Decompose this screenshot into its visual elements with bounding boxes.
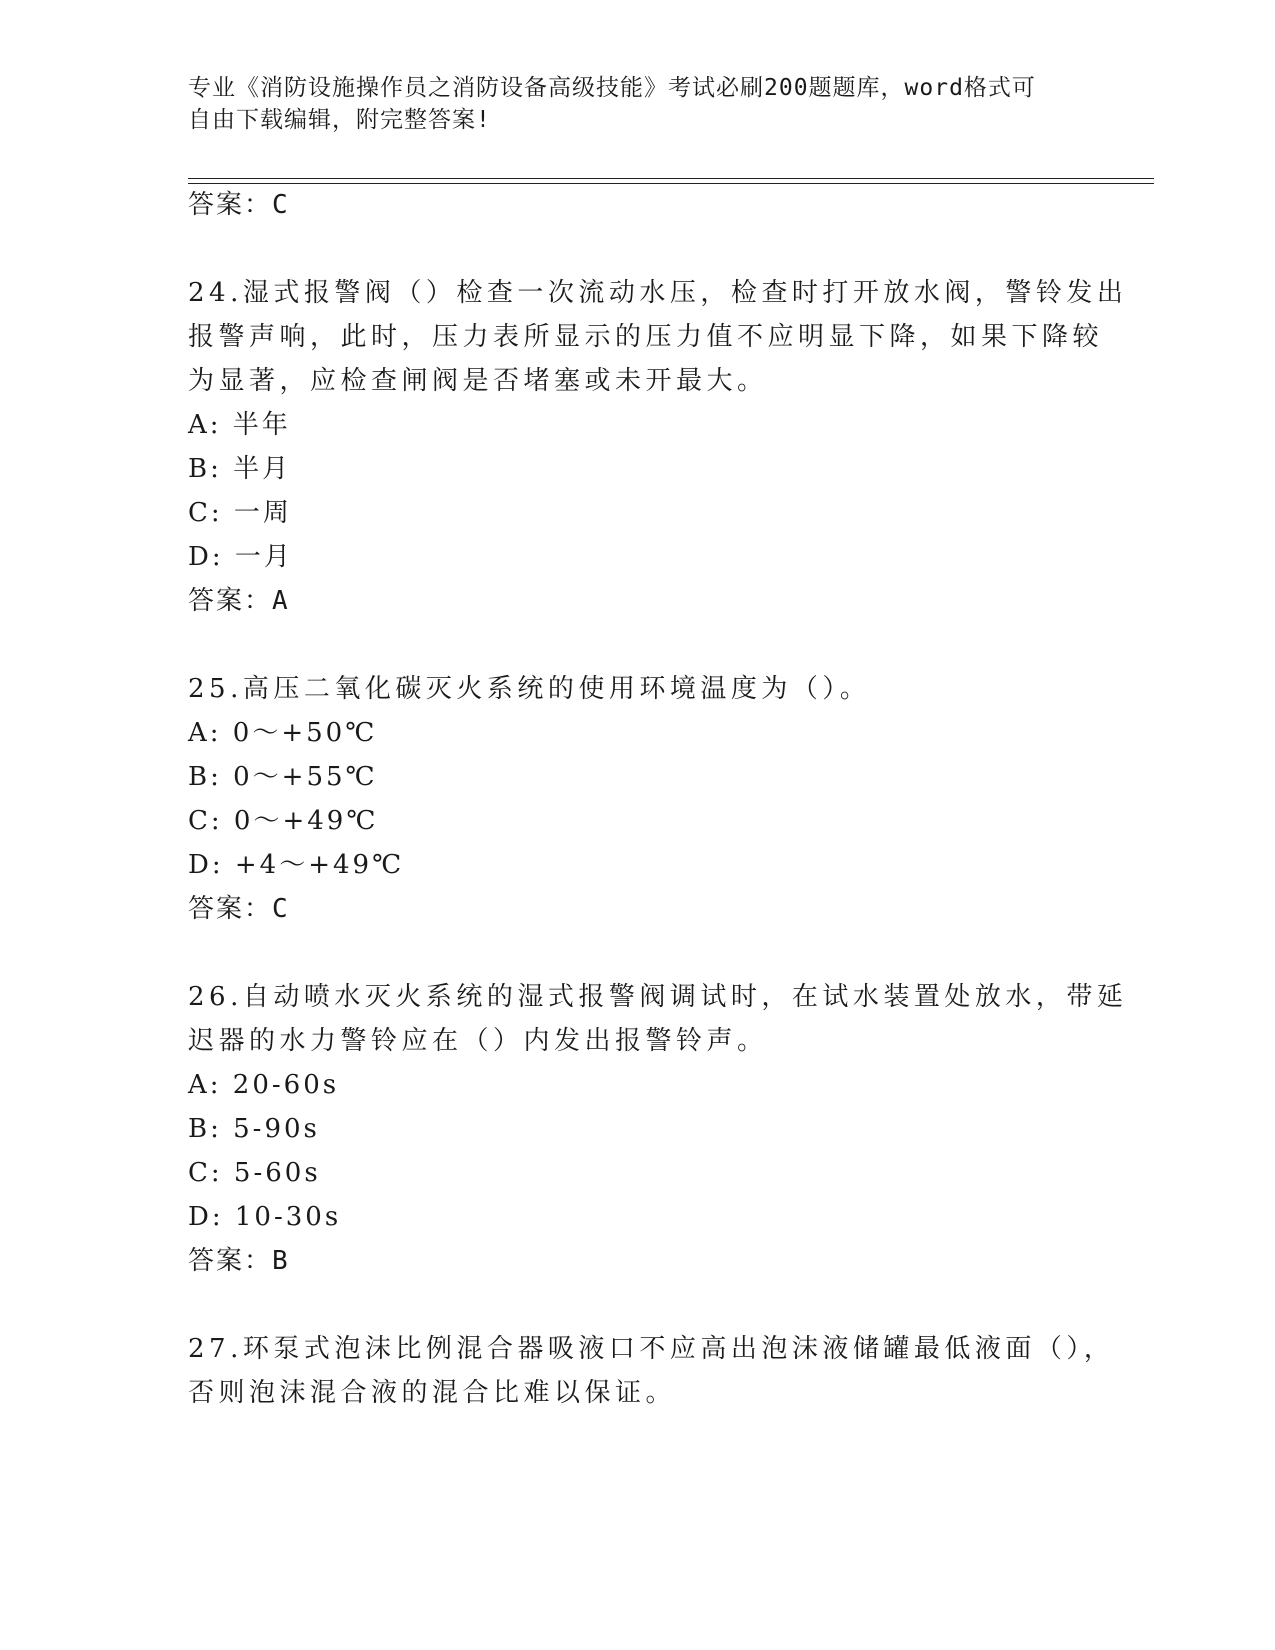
answer-value: C bbox=[272, 190, 290, 220]
answer-label: 答案： bbox=[188, 894, 273, 924]
answer-value: A bbox=[272, 586, 290, 616]
question-26-line-2: 迟器的水力警铃应在（）内发出报警铃声。 bbox=[188, 1026, 768, 1056]
question-24-line-3: 为显著，应检查闸阀是否堵塞或未开最大。 bbox=[188, 366, 768, 396]
header-divider-top bbox=[188, 178, 1154, 179]
question-24-option-b: B: 半月 bbox=[188, 454, 292, 484]
question-27-line-1: 27.环泵式泡沫比例混合器吸液口不应高出泡沫液储罐最低液面（）， bbox=[188, 1334, 1115, 1364]
question-26-option-d: D: 10-30s bbox=[188, 1202, 342, 1232]
header-line-1: 专业《消防设施操作员之消防设备高级技能》考试必刷200题题库，word格式可 bbox=[188, 75, 1036, 101]
question-27-line-2: 否则泡沫混合液的混合比难以保证。 bbox=[188, 1378, 677, 1408]
question-26-answer bbox=[188, 1244, 290, 1278]
answer-label: 答案： bbox=[188, 1246, 273, 1276]
question-26-option-b: B: 5-90s bbox=[188, 1114, 320, 1144]
answer-label: 答案： bbox=[188, 190, 273, 220]
question-26-option-c: C: 5-60s bbox=[188, 1158, 321, 1188]
header-line-2: 自由下载编辑，附完整答案! bbox=[188, 107, 491, 133]
question-25-option-d: D: +4～+49℃ bbox=[188, 850, 405, 880]
question-24-answer bbox=[188, 584, 290, 618]
question-24-option-d: D: 一月 bbox=[188, 542, 293, 572]
document-header bbox=[188, 72, 1068, 136]
question-25-option-c: C: 0～+49℃ bbox=[188, 806, 379, 836]
question-25-answer bbox=[188, 892, 290, 926]
question-24-option-a: A: 半年 bbox=[188, 410, 291, 440]
question-26-option-a: A: 20-60s bbox=[188, 1070, 340, 1100]
answer-line bbox=[188, 188, 290, 222]
question-26-line-1: 26.自动喷水灭火系统的湿式报警阀调试时，在试水装置处放水，带延 bbox=[188, 982, 1128, 1012]
answer-value: B bbox=[272, 1246, 290, 1276]
question-24-line-1: 24.湿式报警阀（）检查一次流动水压，检查时打开放水阀，警铃发出 bbox=[188, 278, 1128, 308]
answer-label: 答案： bbox=[188, 586, 273, 616]
question-25-line-1: 25.高压二氧化碳灭火系统的使用环境温度为（）。 bbox=[188, 674, 871, 704]
header-divider-bottom bbox=[188, 183, 1154, 184]
question-25-option-b: B: 0～+55℃ bbox=[188, 762, 378, 792]
question-25-option-a: A: 0～+50℃ bbox=[188, 718, 378, 748]
answer-value: C bbox=[272, 894, 290, 924]
question-24-line-2: 报警声响，此时，压力表所显示的压力值不应明显下降，如果下降较 bbox=[188, 322, 1104, 352]
question-24-option-c: C: 一周 bbox=[188, 498, 292, 528]
